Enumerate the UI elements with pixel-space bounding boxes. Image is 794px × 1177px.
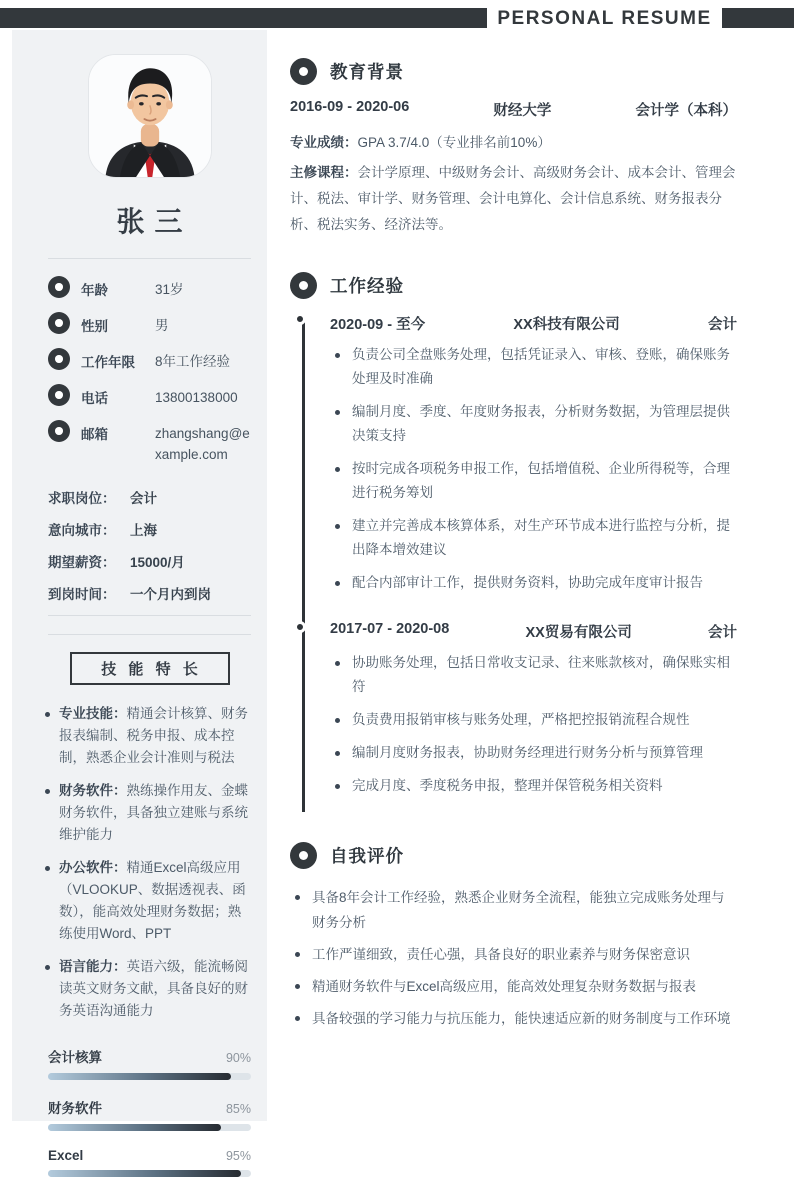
skill-label: 语言能力：: [59, 959, 127, 974]
info-label: 性别: [81, 319, 108, 334]
skill-label: 财务软件：: [59, 783, 127, 798]
education-section: [290, 58, 737, 238]
duty-item: 完成月度、季度税务申报，整理并保管税务相关资料: [330, 774, 737, 798]
progress-fill: [48, 1073, 231, 1080]
intention-value: 上海: [130, 523, 157, 538]
education-gpa-line: [290, 131, 737, 151]
sidebar: [12, 30, 267, 1163]
skill-label: 办公软件：: [59, 860, 127, 875]
section-header: [290, 842, 737, 869]
skill-level-bars: [48, 1046, 251, 1177]
experience-timeline: [290, 313, 737, 798]
info-row-age: [48, 277, 251, 300]
progress-track: [48, 1170, 251, 1177]
divider: [48, 634, 251, 635]
divider: [48, 258, 251, 259]
education-period: 2016-09 - 2020-06: [290, 99, 410, 115]
intention-row-availability: [48, 583, 251, 603]
job-entry-1: [330, 313, 737, 595]
skill-level-excel: [48, 1148, 251, 1177]
skill-text: 熟练操作用友、金蝶财务软件，具备独立建账与系统维护能力: [59, 783, 248, 842]
info-value: 31岁: [155, 282, 184, 297]
evaluation-item: 具备8年会计工作经验，熟悉企业财务全流程，能独立完成账务处理与财务分析: [290, 885, 737, 935]
duty-item: 配合内部审计工作，提供财务资料，协助完成年度审计报告: [330, 571, 737, 595]
duty-item: 建立并完善成本核算体系，对生产环节成本进行监控与分析，提出降本增效建议: [330, 514, 737, 562]
duty-item: 编制月度、季度、年度财务报表，分析财务数据，为管理层提供决策支持: [330, 400, 737, 448]
evaluation-item: 精通财务软件与Excel高级应用，能高效处理复杂财务数据与报表: [290, 974, 737, 999]
section-title: 自我评价: [330, 846, 404, 866]
job-duties-list: [330, 651, 737, 798]
gpa-label: 专业成绩：: [290, 135, 358, 150]
duty-item: 协助账务处理，包括日常收支记录、往来账款核对，确保账实相符: [330, 651, 737, 699]
section-ring-icon: [290, 272, 317, 299]
experience-section: [290, 272, 737, 798]
education-entry-header: [290, 99, 737, 120]
job-entry-2: [330, 621, 737, 798]
ring-bullet-icon: [48, 384, 70, 406]
intention-value: 15000/月: [130, 555, 185, 570]
self-evaluation-section: [290, 842, 737, 1031]
education-school: 财经大学: [493, 103, 552, 119]
ring-bullet-icon: [48, 348, 70, 370]
progress-fill: [48, 1124, 221, 1131]
duty-item: 负责公司全盘账务处理，包括凭证录入、审核、登账，确保账务处理及时准确: [330, 343, 737, 391]
page-title: PERSONAL RESUME: [487, 0, 722, 38]
job-period: 2017-07 - 2020-08: [330, 621, 450, 637]
section-header: [290, 58, 737, 85]
intention-label: 意向城市：: [48, 523, 116, 538]
section-ring-icon: [290, 58, 317, 85]
duty-item: 编制月度财务报表，协助财务经理进行财务分析与预算管理: [330, 741, 737, 765]
skill-text: 精通Excel高级应用（VLOOKUP、数据透视表、函数），能高效处理财务数据；熟练使用Word、PPT: [59, 860, 246, 941]
job-role: 会计: [707, 625, 737, 641]
intention-label: 到岗时间：: [48, 587, 116, 602]
education-degree: 会计学（本科）: [635, 103, 737, 119]
intention-value: 会计: [130, 491, 157, 506]
timeline-dot-icon: [294, 621, 306, 633]
level-percent: 90%: [225, 1051, 251, 1065]
skills-list: [48, 703, 251, 1022]
info-row-experience-years: [48, 349, 251, 372]
ring-bullet-icon: [48, 312, 70, 334]
section-ring-icon: [290, 842, 317, 869]
job-company: XX科技有限公司: [513, 317, 620, 333]
main-content: [267, 38, 794, 1038]
info-row-email: [48, 421, 251, 465]
level-label: 会计核算: [48, 1050, 102, 1065]
intention-row-salary: [48, 551, 251, 571]
timeline-line: [302, 319, 305, 812]
info-value: zhangshang@example.com: [155, 426, 250, 462]
progress-track: [48, 1073, 251, 1080]
job-company: XX贸易有限公司: [525, 625, 632, 641]
info-label: 工作年限: [81, 355, 135, 370]
evaluation-item: 具备较强的学习能力与抗压能力，能快速适应新的财务制度与工作环境: [290, 1006, 737, 1031]
duty-item: 负责费用报销审核与账务处理，严格把控报销流程合规性: [330, 708, 737, 732]
skills-title-text: 技 能 特 长: [101, 661, 202, 678]
contact-info-list: [48, 277, 251, 465]
info-label: 邮箱: [81, 427, 108, 442]
duty-item: 按时完成各项税务申报工作，包括增值税、企业所得税等，合理进行税务筹划: [330, 457, 737, 505]
level-label: 财务软件: [48, 1101, 102, 1116]
ring-bullet-icon: [48, 420, 70, 442]
avatar-illustration: [89, 55, 211, 177]
courses-label: 主修课程：: [290, 165, 358, 180]
timeline-dot-icon: [294, 313, 306, 325]
skills-section-title: [70, 652, 230, 685]
section-header: [290, 272, 737, 299]
skill-item: [48, 956, 251, 1022]
job-entry-header: [330, 621, 737, 642]
progress-fill: [48, 1170, 241, 1177]
info-label: 年龄: [81, 283, 108, 298]
info-row-phone: [48, 385, 251, 408]
skill-level-finance-software: [48, 1097, 251, 1131]
avatar: [88, 54, 212, 178]
skill-item: [48, 703, 251, 769]
info-value: 8年工作经验: [155, 354, 231, 369]
info-label: 电话: [81, 391, 108, 406]
evaluation-item: 工作严谨细致，责任心强，具备良好的职业素养与财务保密意识: [290, 942, 737, 967]
job-role: 会计: [707, 317, 737, 333]
candidate-name: 张三: [116, 206, 193, 237]
ring-bullet-icon: [48, 276, 70, 298]
skill-level-accounting: [48, 1046, 251, 1080]
intention-row-city: [48, 519, 251, 539]
intention-row-position: [48, 487, 251, 507]
level-label: Excel: [48, 1148, 84, 1163]
section-title: 教育背景: [330, 62, 404, 82]
level-percent: 95%: [225, 1149, 251, 1163]
job-duties-list: [330, 343, 737, 595]
intention-value: 一个月内到岗: [130, 587, 211, 602]
intention-label: 求职岗位：: [48, 491, 116, 506]
skill-item: [48, 857, 251, 945]
skill-text: 精通会计核算、财务报表编制、税务申报、成本控制，熟悉企业会计准则与税法: [59, 706, 248, 765]
skill-text: 英语六级，能流畅阅读英文财务文献，具备良好的财务英语沟通能力: [59, 959, 248, 1018]
job-intention-list: [48, 487, 251, 603]
progress-track: [48, 1124, 251, 1131]
intention-label: 期望薪资：: [48, 555, 116, 570]
section-title: 工作经验: [330, 276, 404, 296]
courses-value: 会计学原理、中级财务会计、高级财务会计、成本会计、管理会计、税法、审计学、财务管理、会计电算化、会计信息系统、财务报表分析、税法实务、经济法等。: [290, 165, 736, 232]
divider: [48, 615, 251, 616]
job-entry-header: [330, 313, 737, 334]
info-value: 男: [155, 318, 169, 333]
info-value: 13800138000: [155, 390, 238, 405]
level-percent: 85%: [225, 1102, 251, 1116]
info-row-gender: [48, 313, 251, 336]
skill-label: 专业技能：: [59, 706, 127, 721]
evaluation-list: [290, 885, 737, 1031]
education-courses-line: [290, 160, 737, 238]
gpa-value: GPA 3.7/4.0（专业排名前10%）: [357, 135, 551, 150]
job-period: 2020-09 - 至今: [330, 317, 426, 333]
skill-item: [48, 780, 251, 846]
